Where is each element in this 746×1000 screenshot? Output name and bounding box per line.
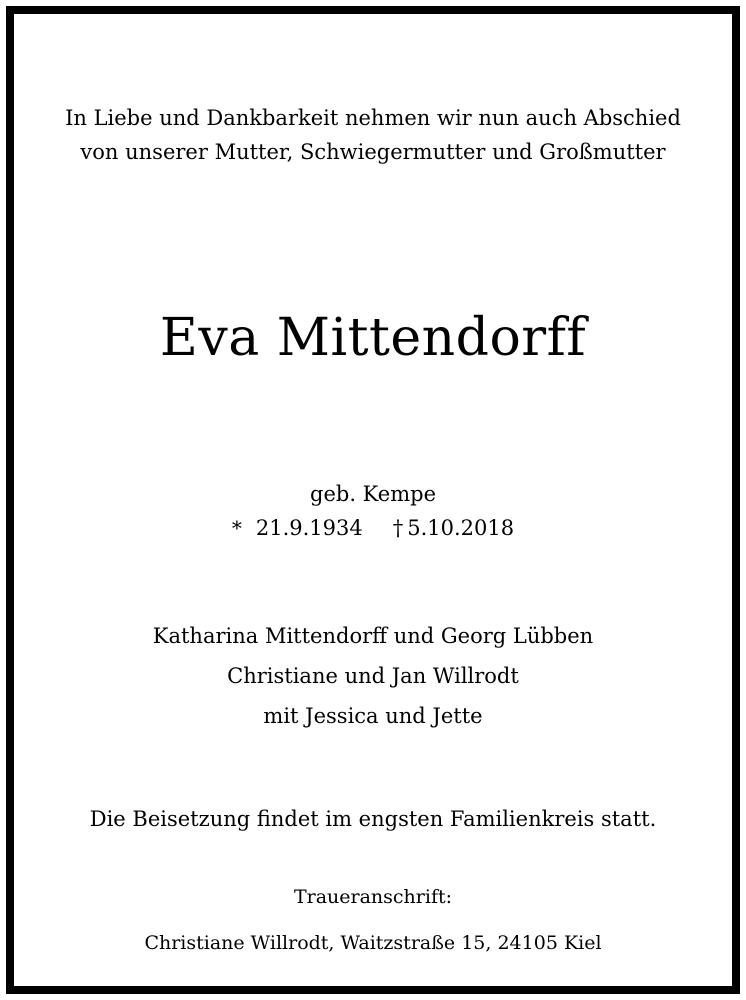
mourner-line-1: Katharina Mittendorff und Georg Lübben: [152, 624, 594, 648]
intro-line-2: von unserer Mutter, Schwiegermutter und Großmutter: [80, 140, 666, 164]
born-date: 21.9.1934: [255, 516, 363, 540]
life-dates: [14, 518, 732, 539]
intro-line-1: In Liebe und Dankbarkeit nehmen wir nun auch Abschied: [65, 106, 681, 130]
deceased-name: Eva Mittendorff: [159, 308, 587, 368]
mourner-line-3: mit Jessica und Jette: [263, 704, 483, 728]
died-symbol: †: [392, 516, 404, 540]
born-symbol: *: [231, 516, 242, 540]
died-date: 5.10.2018: [407, 516, 515, 540]
address-label: Traueranschrift:: [293, 886, 453, 908]
birth-name: geb. Kempe: [310, 482, 436, 506]
obituary-frame: [6, 6, 740, 994]
mourning-address: Christiane Willrodt, Waitzstraße 15, 24105 Kiel: [144, 932, 602, 954]
funeral-notice: Die Beisetzung findet im engsten Familienkreis statt.: [89, 807, 657, 831]
mourner-line-2: Christiane und Jan Willrodt: [227, 664, 519, 688]
